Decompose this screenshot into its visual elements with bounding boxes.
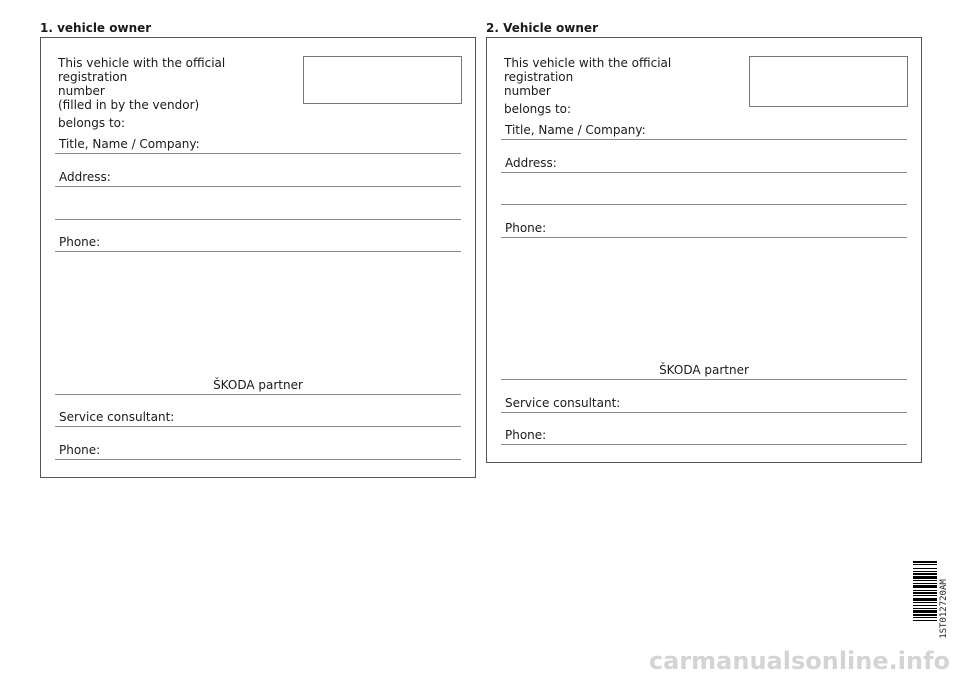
vehicle-owner-card-2 xyxy=(486,37,922,463)
barcode-bar xyxy=(913,592,937,594)
skoda-partner-label: ŠKODA partner xyxy=(213,378,303,392)
skoda-partner-field[interactable] xyxy=(55,374,461,395)
barcode-bar xyxy=(913,595,937,596)
barcode-bar xyxy=(913,573,937,575)
barcode-bar xyxy=(913,598,937,601)
phone-field[interactable] xyxy=(55,231,461,252)
partner-phone-label: Phone: xyxy=(505,428,547,442)
address-field[interactable] xyxy=(501,152,907,173)
barcode-code-text: 1ST012720AM xyxy=(939,579,949,639)
barcode-bar xyxy=(913,614,937,616)
barcode-bar xyxy=(913,561,937,563)
registration-intro xyxy=(504,56,734,116)
phone-label: Phone: xyxy=(59,235,101,249)
barcode-bar xyxy=(913,605,937,606)
registration-number-box[interactable] xyxy=(303,56,462,104)
watermark: carmanualsonline.info xyxy=(648,647,950,675)
title-name-company-label: Title, Name / Company: xyxy=(59,137,200,151)
address-field[interactable] xyxy=(55,166,461,187)
partner-phone-label: Phone: xyxy=(59,443,101,457)
belongs-to-label: belongs to: xyxy=(58,116,126,130)
address-label: Address: xyxy=(59,170,111,184)
vehicle-owner-card-1 xyxy=(40,37,476,478)
title-name-company-field[interactable] xyxy=(55,133,461,154)
phone-field[interactable] xyxy=(501,217,907,238)
service-consultant-label: Service consultant: xyxy=(59,410,175,424)
card-1-heading: 1. vehicle owner xyxy=(40,21,152,35)
intro-line-3: (filled in by the vendor) xyxy=(58,98,200,112)
barcode-bar xyxy=(913,617,937,618)
barcode-bar xyxy=(913,610,937,613)
barcode-bar xyxy=(913,583,937,584)
registration-number-box[interactable] xyxy=(749,56,908,107)
skoda-partner-field[interactable] xyxy=(501,359,907,380)
partner-phone-field[interactable] xyxy=(501,424,907,445)
barcode-bar xyxy=(913,571,937,572)
barcode-bar xyxy=(913,590,937,591)
barcode-bar xyxy=(913,608,937,609)
barcode-bar xyxy=(913,576,937,579)
service-consultant-field[interactable] xyxy=(55,406,461,427)
barcode-bar xyxy=(913,568,937,569)
phone-label: Phone: xyxy=(505,221,547,235)
address-line-2-field[interactable] xyxy=(55,199,461,220)
card-2-heading: 2. Vehicle owner xyxy=(486,21,598,35)
barcode-bar xyxy=(913,585,937,588)
barcode-bar xyxy=(913,620,937,621)
barcode-bar xyxy=(913,580,937,581)
service-consultant-field[interactable] xyxy=(501,392,907,413)
registration-intro xyxy=(58,56,288,130)
skoda-partner-label: ŠKODA partner xyxy=(659,363,749,377)
intro-line-1: This vehicle with the official registration xyxy=(504,56,672,84)
barcode-code xyxy=(938,560,950,658)
barcode xyxy=(913,561,937,657)
belongs-to-label: belongs to: xyxy=(504,102,572,116)
title-name-company-label: Title, Name / Company: xyxy=(505,123,646,137)
title-name-company-field[interactable] xyxy=(501,119,907,140)
intro-line-2: number xyxy=(504,84,551,98)
intro-line-2: number xyxy=(58,84,105,98)
barcode-bar xyxy=(913,564,937,565)
barcode-bar xyxy=(913,602,937,603)
address-line-2-field[interactable] xyxy=(501,184,907,205)
service-consultant-label: Service consultant: xyxy=(505,396,621,410)
address-label: Address: xyxy=(505,156,557,170)
intro-line-1: This vehicle with the official registration xyxy=(58,56,226,84)
partner-phone-field[interactable] xyxy=(55,439,461,460)
